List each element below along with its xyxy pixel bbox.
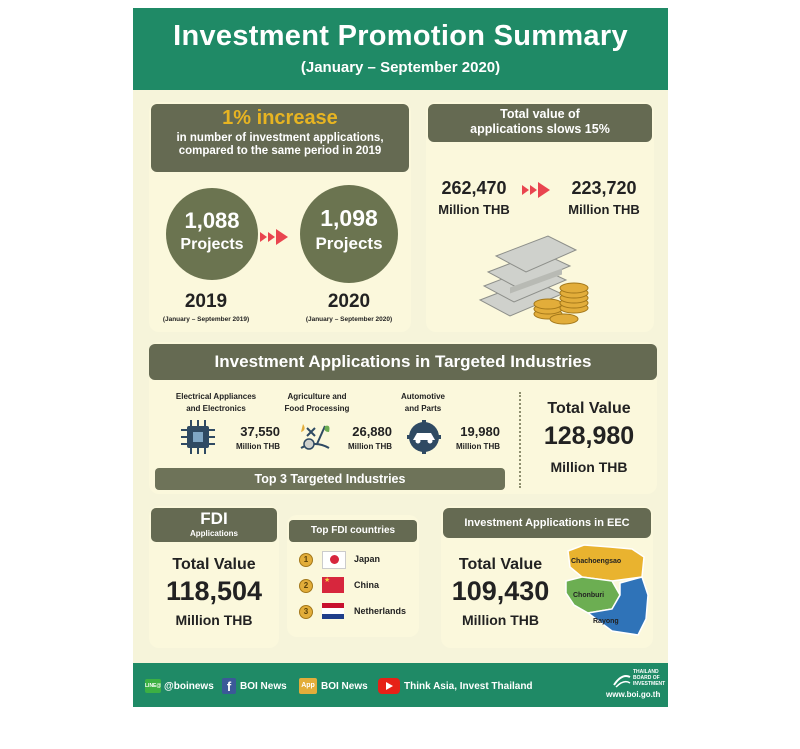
- industry-3-unit: Million THB: [456, 442, 500, 451]
- value-from: 262,470: [441, 178, 507, 198]
- agriculture-icon: [297, 420, 333, 459]
- china-flag-icon: ★: [322, 577, 344, 593]
- line-link[interactable]: @boinews: [164, 681, 214, 692]
- eec-region-rayong: Rayong: [593, 618, 619, 625]
- value-from-unit: Million THB: [438, 202, 510, 217]
- page-title: Investment Promotion Summary: [173, 20, 628, 52]
- youtube-link[interactable]: Think Asia, Invest Thailand: [404, 681, 533, 692]
- period-2019: (January – September 2019): [162, 316, 250, 323]
- projects-2019-count: 1,088: [184, 208, 240, 233]
- country-2-name: China: [354, 580, 380, 590]
- netherlands-flag-icon: [322, 603, 344, 619]
- fdi-title: FDI: [200, 509, 228, 528]
- targeted-footer: Top 3 Targeted Industries: [155, 468, 505, 490]
- facebook-link[interactable]: BOI News: [240, 681, 287, 692]
- app-icon[interactable]: App: [299, 678, 317, 694]
- industry-1-name: Electrical Appliances and Electronics: [175, 392, 257, 413]
- rank-medal-2: 2: [299, 579, 313, 593]
- app-link[interactable]: BOI News: [321, 681, 368, 692]
- industry-3-name: Automotive and Parts: [401, 392, 445, 413]
- fdi-total-label: Total Value: [172, 556, 256, 573]
- industry-1-unit: Million THB: [236, 442, 280, 451]
- fdi-total-value: 118,504: [165, 576, 263, 606]
- header-banner: [133, 8, 668, 90]
- youtube-icon[interactable]: [378, 678, 400, 694]
- targeted-title: Investment Applications in Targeted Industries: [149, 344, 657, 380]
- eec-region-chachoengsao: Chachoengsao: [571, 558, 622, 565]
- applications-sub2: compared to the same period in 2019: [178, 145, 382, 157]
- eec-title: Investment Applications in EEC: [443, 508, 651, 538]
- industry-2-name: Agriculture and Food Processing: [284, 392, 350, 413]
- applications-sub1: in number of investment applications,: [176, 132, 384, 144]
- targeted-total-value: 128,980: [543, 422, 635, 450]
- boi-logo-text: THAILAND BOARD OF INVESTMENT: [633, 669, 666, 687]
- country-1-name: Japan: [354, 554, 381, 564]
- fdi-total-unit: Million THB: [175, 612, 253, 628]
- rank-medal-1: 1: [299, 553, 313, 567]
- value-to: 223,720: [571, 178, 637, 198]
- projects-2020-circle: [300, 185, 398, 283]
- rank-medal-3: 3: [299, 605, 313, 619]
- value-arrow: [522, 182, 550, 198]
- period-2020: (January – September 2020): [305, 316, 393, 323]
- industry-2-unit: Million THB: [348, 442, 392, 451]
- eec-total-label: Total Value: [458, 556, 543, 573]
- year-2020: 2020: [327, 291, 371, 312]
- value-to-unit: Million THB: [568, 202, 640, 217]
- projects-2019-circle: [166, 188, 258, 280]
- industry-1-value: 37,550: [240, 424, 280, 439]
- value-title2: applications slows 15%: [470, 122, 610, 136]
- applications-banner: [151, 104, 409, 172]
- value-banner: [428, 104, 652, 142]
- industry-3-value: 19,980: [460, 424, 500, 439]
- industry-2-value: 26,880: [352, 424, 392, 439]
- projects-2020-unit: Projects: [315, 234, 383, 253]
- eec-total-unit: Million THB: [462, 612, 539, 628]
- targeted-total-unit: Million THB: [550, 459, 628, 475]
- boi-url[interactable]: www.boi.go.th: [606, 690, 661, 699]
- value-title1: Total value of: [500, 107, 580, 121]
- line-icon[interactable]: LINE@: [145, 679, 161, 693]
- page-subtitle: (January – September 2020): [300, 59, 501, 76]
- applications-headline: 1% increase: [222, 107, 338, 129]
- fdi-subtitle: Applications: [189, 529, 238, 538]
- eec-region-chonburi: Chonburi: [573, 592, 605, 599]
- eec-total-value: 109,430: [451, 576, 550, 606]
- projects-2020-count: 1,098: [320, 205, 378, 231]
- year-2019: 2019: [184, 291, 228, 312]
- chip-icon: [181, 420, 215, 459]
- fdi-countries-title: Top FDI countries: [289, 520, 417, 542]
- country-3-name: Netherlands: [354, 606, 407, 616]
- projects-2019-unit: Projects: [180, 236, 244, 253]
- japan-flag-icon: [322, 551, 346, 569]
- money-stack-icon: [470, 222, 600, 326]
- fdi-banner: [151, 508, 277, 542]
- targeted-total-label: Total Value: [547, 400, 631, 417]
- targeted-divider: [519, 392, 521, 488]
- facebook-icon[interactable]: f: [222, 678, 236, 694]
- projects-arrow: [260, 229, 288, 245]
